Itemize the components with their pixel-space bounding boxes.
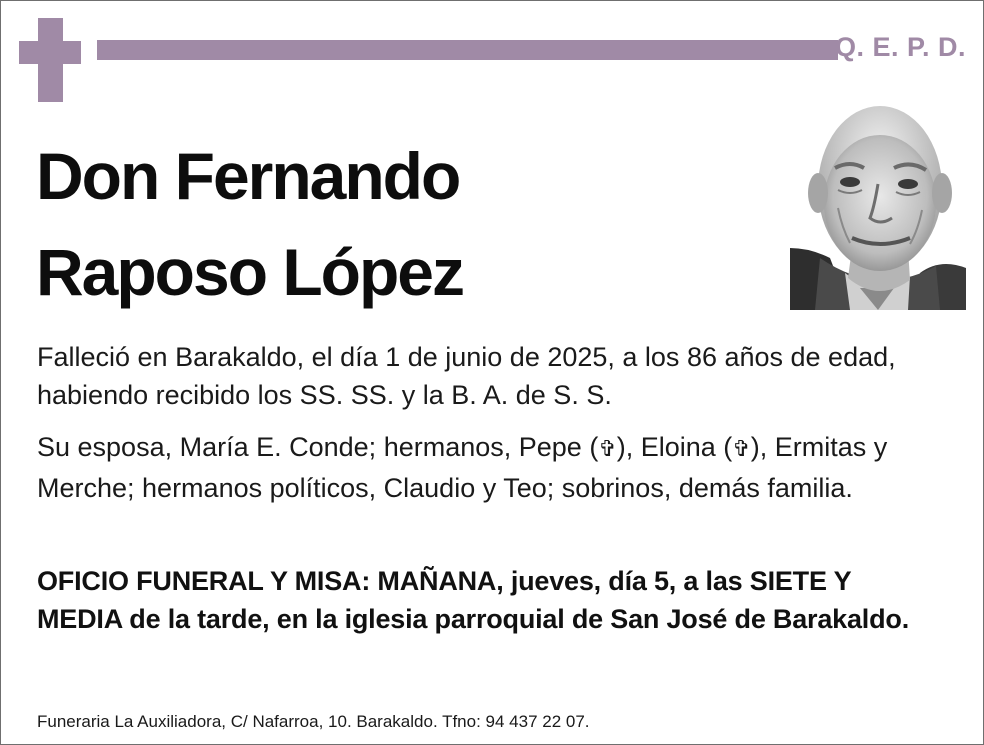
cross-glyph-icon: ✞ [598,437,617,462]
funeral-service-paragraph: OFICIO FUNERAL Y MISA: MAÑANA, jueves, día 5, a las SIETE Y MEDIA de la tarde, en la iglesia parroquial de San José de Barakaldo. [37,566,909,634]
funeral-home-footer: Funeraria La Auxiliadora, C/ Nafarroa, 10. Barakaldo. Tfno: 94 437 22 07. [37,712,590,731]
name-line-1: Don Fernando [36,139,460,213]
deceased-name [36,128,463,320]
death-notice-paragraph: Falleció en Barakaldo, el día 1 de junio de 2025, a los 86 años de edad, habiendo recibido los SS. SS. y la B. A. de S. S. [37,342,896,410]
family-paragraph [37,428,937,507]
cross-glyph-icon: ✞ [732,437,751,462]
qepd-label: Q. E. P. D. [834,32,966,62]
name-line-2: Raposo López [36,235,464,309]
header-divider-bar [97,40,838,60]
family-text-part-1: Su esposa, María E. Conde; hermanos, Pepe ( [37,432,599,462]
family-text-part-2: ), Eloina ( [616,432,733,462]
family-text-part-3: ), Ermitas y Merche; hermanos políticos, Claudio y Teo; sobrinos, demás familia. [37,432,888,503]
portrait-photo [790,98,966,310]
cross-horizontal-bar [19,41,81,64]
